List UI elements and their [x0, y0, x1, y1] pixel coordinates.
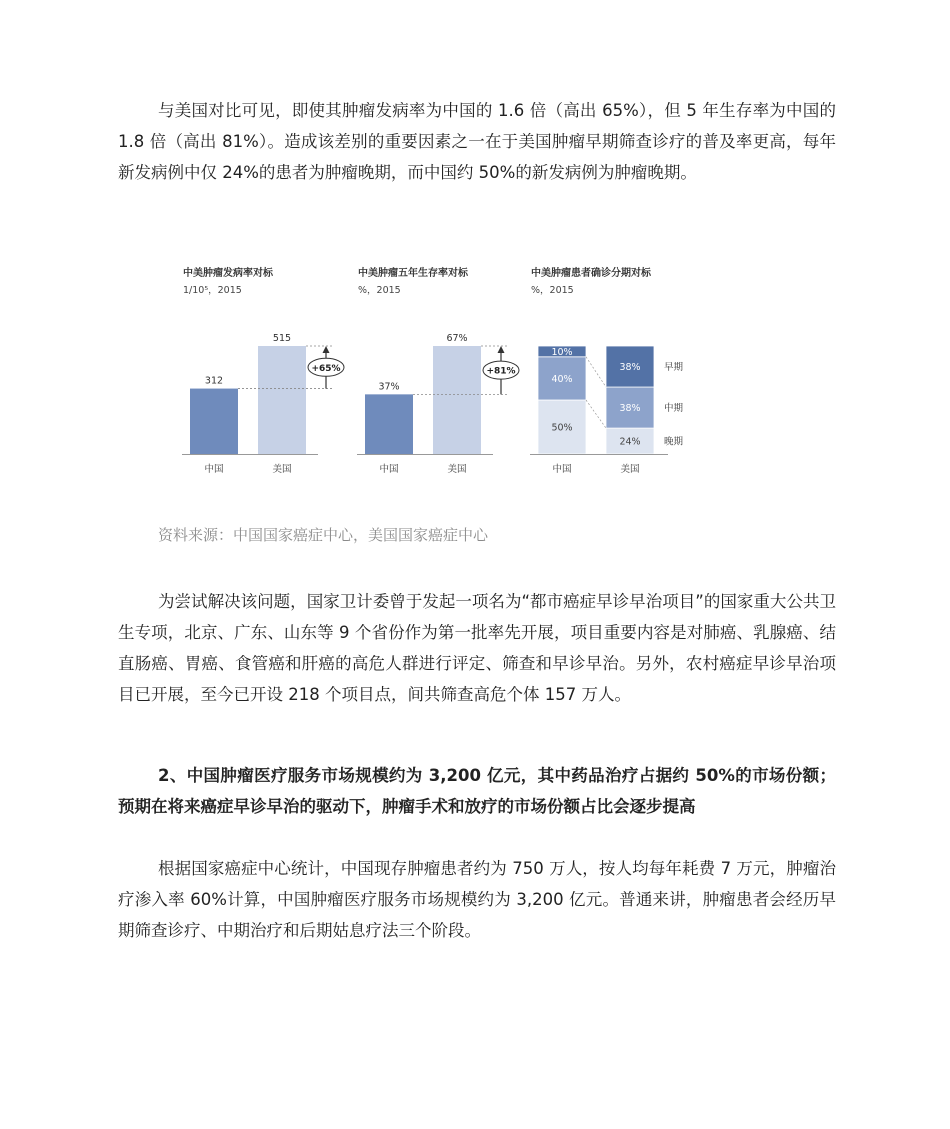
bar-美国 — [433, 346, 481, 454]
segment-value-label: 38% — [619, 403, 641, 415]
growth-arrowhead — [323, 346, 330, 353]
bar-美国 — [258, 346, 306, 454]
segment-value-label: 38% — [619, 362, 641, 374]
project-paragraph: 为尝试解决该问题，国家卫计委曾于发起一项名为“都市癌症早诊早治项目”的国家重大公共卫生专项，北京、广东、山东等 9 个省份作为第一批率先开展，项目重要内容是对肺癌、乳腺癌、结直肠癌、胃癌、食管癌和肝癌的高危人群进行评定、筛查和早诊早治。另外，农村癌症早诊早治项目已开展，至今已开设 218 个项目点，间共筛查高危个体 157 万人。 — [118, 592, 836, 704]
stack-connector — [586, 400, 606, 428]
chart-subtitle: %，2015 — [358, 285, 401, 296]
category-label: 中国 — [204, 464, 224, 475]
chart-subtitle: 1/10⁵，2015 — [183, 285, 242, 296]
chart-title: 中美肿瘤发病率对标 — [183, 268, 273, 279]
chart-subtitle: %，2015 — [531, 285, 574, 296]
segment-value-label: 10% — [551, 346, 573, 358]
legend-label: 晚期 — [664, 436, 684, 448]
category-label: 美国 — [447, 464, 467, 475]
stage-panel — [530, 266, 684, 475]
category-label: 中国 — [379, 464, 399, 475]
bar-value-label: 37% — [378, 381, 400, 393]
category-label: 美国 — [620, 464, 640, 475]
segment-value-label: 50% — [551, 422, 573, 434]
intro-paragraph: 与美国对比可见，即使其肿瘤发病率为中国的 1.6 倍（高出 65%），但 5 年生存率为中国的 1.8 倍（高出 81%）。造成该差别的重要因素之一在于美国肿瘤早期筛查诊疗的普及率更高，每年新发病例中仅 24%的患者为肿瘤晚期，而中国约 50%的新发病例为肿瘤晚期。 — [118, 101, 836, 182]
chart-title: 中美肿瘤患者确诊分期对标 — [531, 268, 651, 279]
market-paragraph: 根据国家癌症中心统计，中国现存肿瘤患者约为 750 万人，按人均每年耗费 7 万元，肿瘤治疗渗入率 60%计算，中国肿瘤医疗服务市场规模约为 3,200 亿元。普通来讲，肿瘤患者会经历早期筛查诊疗、中期治疗和后期姑息疗法三个阶段。 — [118, 859, 836, 940]
legend-label: 中期 — [664, 403, 684, 415]
legend-label: 早期 — [664, 362, 684, 374]
comparison-chart — [170, 262, 715, 487]
bar-中国 — [190, 389, 238, 454]
category-label: 美国 — [272, 464, 292, 475]
bar-value-label: 312 — [204, 375, 224, 387]
section-heading: 2、中国肿瘤医疗服务市场规模约为 3,200 亿元，其中药品治疗占据约 50%的市场份额；预期在将来癌症早诊早治的驱动下，肿瘤手术和放疗的市场份额占比会逐步提高 — [118, 766, 836, 816]
chart-title: 中美肿瘤五年生存率对标 — [358, 268, 468, 279]
bar-中国 — [365, 394, 413, 454]
bar-value-label: 515 — [272, 333, 292, 344]
bar-value-label: 67% — [446, 333, 468, 344]
stack-connector — [586, 357, 606, 387]
source-caption: 资料来源：中国国家癌症中心，美国国家癌症中心 — [158, 526, 489, 544]
growth-label: +65% — [311, 363, 341, 374]
category-label: 中国 — [552, 464, 572, 475]
segment-value-label: 24% — [619, 436, 641, 448]
survival-panel — [357, 266, 519, 475]
growth-label: +81% — [486, 366, 516, 377]
growth-arrowhead — [498, 346, 505, 353]
segment-value-label: 40% — [551, 373, 573, 385]
incidence-panel — [182, 266, 344, 475]
